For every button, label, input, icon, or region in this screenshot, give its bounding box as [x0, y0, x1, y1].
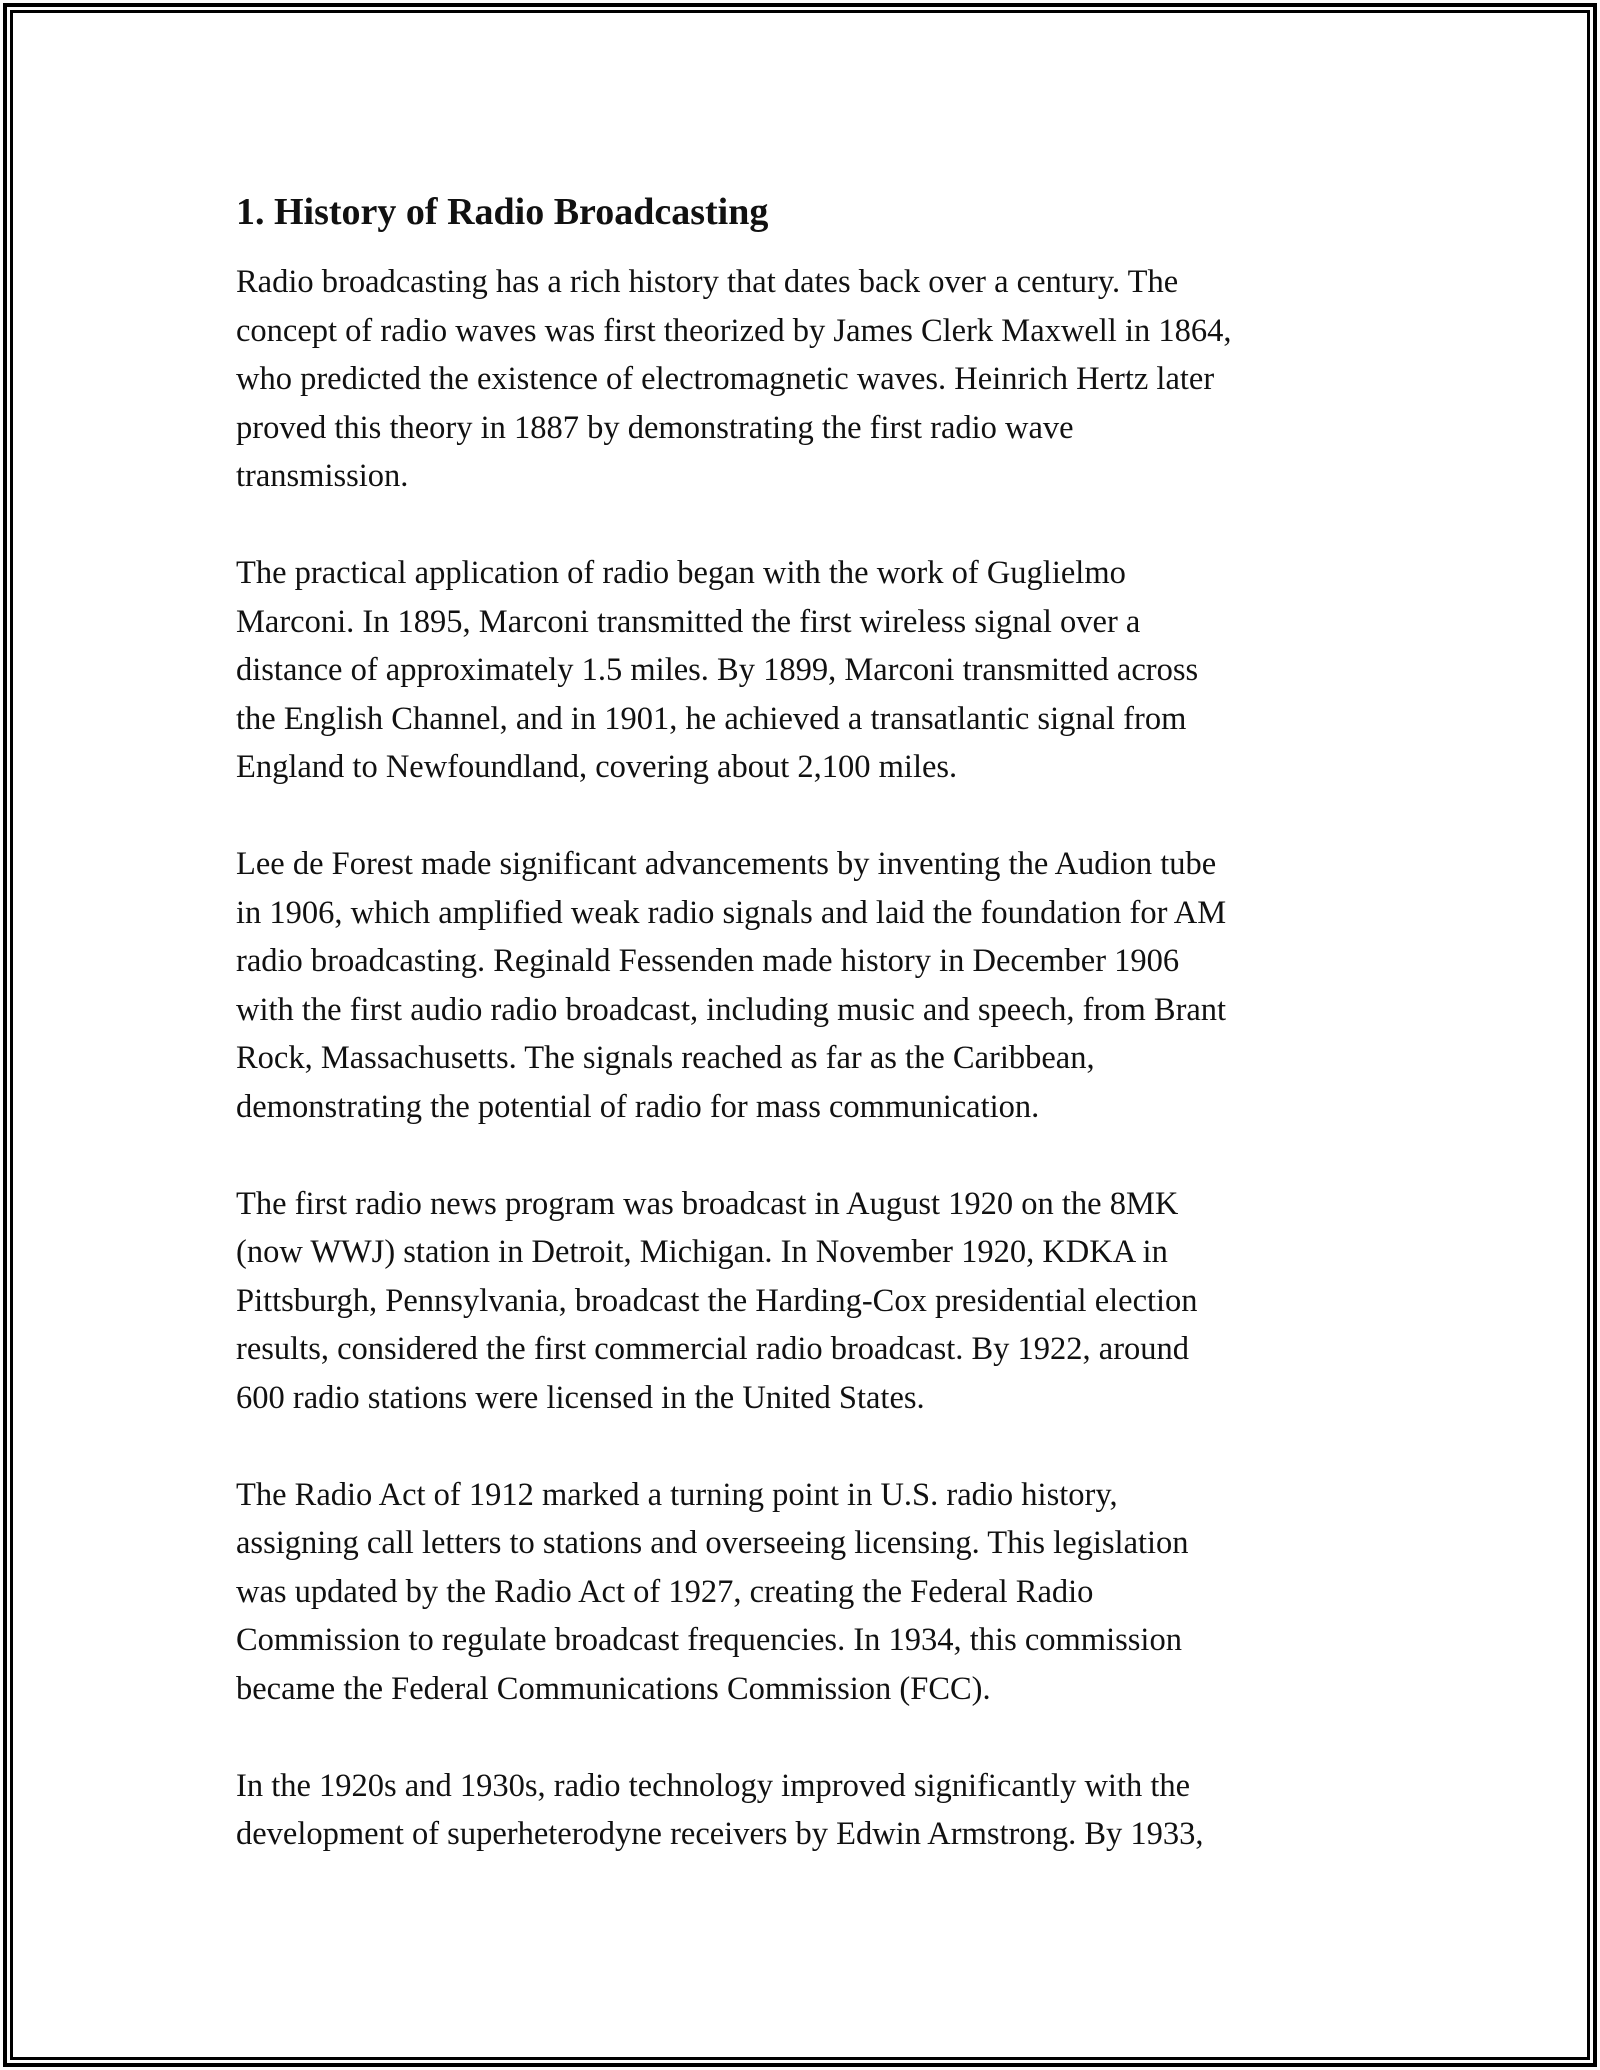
paragraph-line: demonstrating the potential of radio for mass communication.	[236, 1088, 1040, 1125]
paragraph	[236, 1762, 1366, 1859]
paragraph-line: Radio broadcasting has a rich history that dates back over a century. The	[236, 264, 1179, 300]
paragraph-line: The first radio news program was broadcast in August 1920 on the 8MK	[236, 1185, 1179, 1222]
paragraph-line: Commission to regulate broadcast frequencies. In 1934, this commission	[236, 1622, 1182, 1658]
paragraph-line: (now WWJ) station in Detroit, Michigan. In November 1920, KDKA in	[236, 1234, 1168, 1270]
section-heading: 1. History of Radio Broadcasting	[236, 191, 769, 233]
paragraph-line: Pittsburgh, Pennsylvania, broadcast the Harding-Cox presidential election	[236, 1282, 1198, 1319]
paragraph-line: distance of approximately 1.5 miles. By 1899, Marconi transmitted across	[236, 652, 1199, 688]
paragraph-line: the English Channel, and in 1901, he achieved a transatlantic signal from	[236, 700, 1187, 737]
paragraph-line: Lee de Forest made significant advancements by inventing the Audion tube	[236, 846, 1217, 882]
paragraph	[236, 1180, 1366, 1423]
paragraph-line: England to Newfoundland, covering about 2,100 miles.	[236, 749, 958, 785]
paragraph-line: Rock, Massachusetts. The signals reached as far as the Caribbean,	[236, 1040, 1095, 1076]
paragraph-line: transmission.	[236, 458, 409, 494]
paragraph-line: Marconi. In 1895, Marconi transmitted the first wireless signal over a	[236, 603, 1141, 640]
paragraph-list	[236, 258, 1366, 1859]
paragraph-line: concept of radio waves was first theorized by James Clerk Maxwell in 1864,	[236, 312, 1232, 349]
paragraph	[236, 1471, 1366, 1714]
paragraph-line: in 1906, which amplified weak radio signals and laid the foundation for AM	[236, 894, 1227, 931]
document-body	[236, 186, 1366, 1907]
paragraph-line: The practical application of radio began with the work of Guglielmo	[236, 555, 1126, 591]
paragraph-line: radio broadcasting. Reginald Fessenden made history in December 1906	[236, 943, 1180, 979]
paragraph	[236, 258, 1366, 501]
paragraph-line: became the Federal Communications Commission (FCC).	[236, 1670, 991, 1707]
paragraph-line: assigning call letters to stations and overseeing licensing. This legislation	[236, 1525, 1189, 1561]
paragraph-line: with the first audio radio broadcast, including music and speech, from Brant	[236, 991, 1227, 1028]
paragraph-line: proved this theory in 1887 by demonstrating the first radio wave	[236, 409, 1074, 446]
paragraph-line: 600 radio stations were licensed in the United States.	[236, 1379, 925, 1416]
paragraph-line: development of superheterodyne receivers by Edwin Armstrong. By 1933,	[236, 1816, 1204, 1852]
paragraph	[236, 840, 1366, 1131]
paragraph-line: who predicted the existence of electromagnetic waves. Heinrich Hertz later	[236, 361, 1215, 397]
paragraph	[236, 549, 1366, 792]
paragraph-line: was updated by the Radio Act of 1927, creating the Federal Radio	[236, 1573, 1094, 1610]
paragraph-line: In the 1920s and 1930s, radio technology improved significantly with the	[236, 1767, 1191, 1804]
paragraph-line: The Radio Act of 1912 marked a turning point in U.S. radio history,	[236, 1476, 1118, 1513]
paragraph-line: results, considered the first commercial radio broadcast. By 1922, around	[236, 1331, 1190, 1367]
